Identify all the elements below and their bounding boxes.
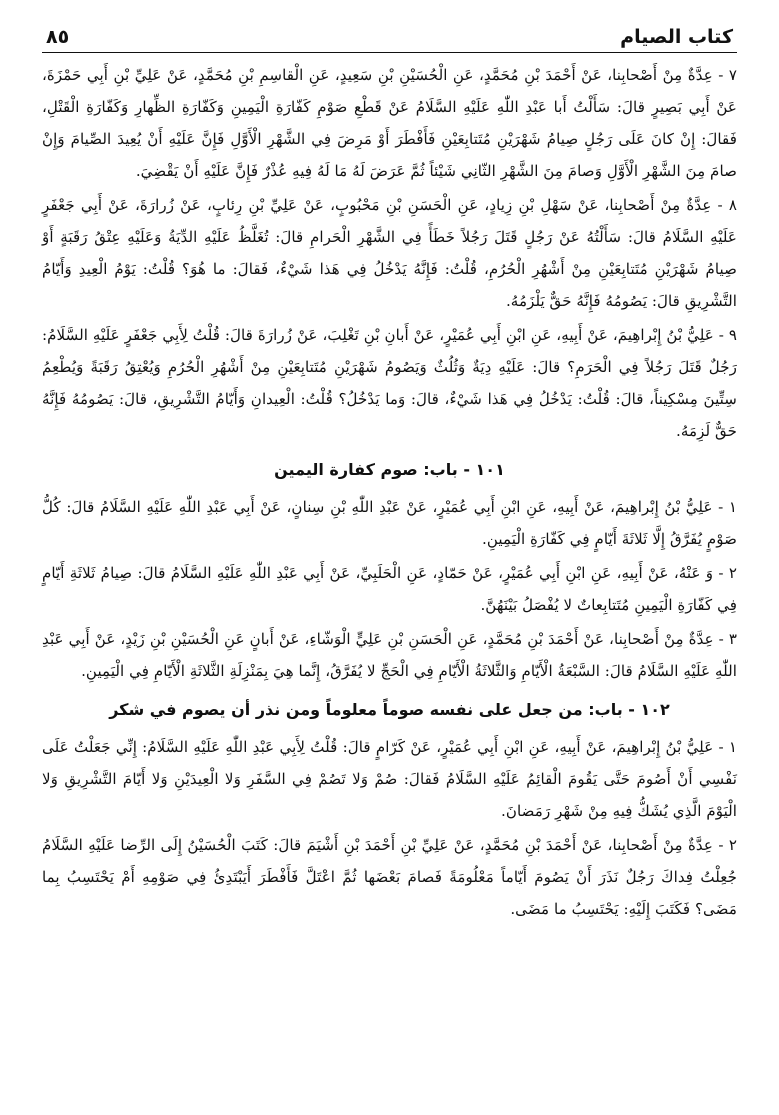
page-number: ٨٥	[46, 26, 70, 48]
page-header	[42, 26, 737, 53]
hadith-paragraph: ٨ - عِدَّةٌ مِنْ أَصْحابِنا، عَنْ سَهْلِ بْنِ زِيادٍ، عَنِ الْحَسَنِ بْنِ مَحْبُوبٍ، عَنْ عَلِيِّ بْنِ رِئابٍ، عَنْ زُرارَةَ، عَنْ أَبِي جَعْفَرٍ عَلَيْهِ السَّلَامُ قالَ: سَأَلْتُهُ عَنْ رَجُلٍ قَتَلَ رَجُلاً خَطَأً فِي الشَّهْرِ الْحَرامِ قالَ: تُغَلَّظُ عَلَيْهِ الدِّيَةُ وَعَلَيْهِ عِتْقُ رَقَبَةٍ أَوْ صِيامُ شَهْرَيْنِ مُتَتابِعَيْنِ مِنْ أَشْهُرِ الْحُرُمِ، قُلْتُ: فَإِنَّهُ يَدْخُلُ فِي هَذا شَيْءٌ، فَقالَ: ما هُوَ؟ قُلْتُ: يَوْمُ الْعِيدِ وَأَيّامُ التَّشْرِيقِ قالَ: يَصُومُهُ فَإِنَّهُ حَقٌّ يَلْزَمُهُ.	[42, 196, 737, 310]
section-heading: ١٠١ - باب: صوم كفارة اليمين	[274, 460, 505, 479]
hadith-paragraph: ٣ - عِدَّةٌ مِنْ أَصْحابِنا، عَنْ أَحْمَدَ بْنِ مُحَمَّدٍ، عَنِ الْحَسَنِ بْنِ عَلِيٍّ الْوَشّاءِ، عَنْ أَبانٍ عَنِ الْحُسَيْنِ بْنِ زَيْدٍ، عَنْ أَبِي عَبْدِ اللّٰهِ عَلَيْهِ السَّلَامُ قالَ: السَّبْعَةُ الْأَيّامِ وَالثَّلاثَةُ الْأَيّامِ فِي الْحَجِّ لا يُفَرَّقُ، إِنَّما هِيَ بِمَنْزِلَةِ الثَّلاثَةِ الْأَيّامِ فِي الْيَمِينِ.	[42, 630, 737, 680]
hadith-paragraph: ١ - عَلِيُّ بْنُ إِبْراهِيمَ، عَنْ أَبِيهِ، عَنِ ابْنِ أَبِي عُمَيْرٍ، عَنْ عَبْدِ اللّٰهِ بْنِ سِنانٍ، عَنْ أَبِي عَبْدِ اللّٰهِ عَلَيْهِ السَّلَامُ قالَ: كُلُّ صَوْمٍ يُفَرَّقُ إِلَّا ثَلاثَةَ أَيّامٍ فِي كَفّارَةِ الْيَمِينِ.	[42, 498, 737, 548]
hadith-paragraph: ٢ - عِدَّةٌ مِنْ أَصْحابِنا، عَنْ أَحْمَدَ بْنِ مُحَمَّدٍ، عَنْ عَلِيِّ بْنِ أَحْمَدَ بْنِ أَشْيَمَ قالَ: كَتَبَ الْحُسَيْنُ إِلَى الرِّضا عَلَيْهِ السَّلَامُ جُعِلْتُ فِداكَ رَجُلٌ نَذَرَ أَنْ يَصُومَ أَيّاماً مَعْلُومَةً فَصامَ بَعْضَها ثُمَّ اعْتَلَّ فَأَفْطَرَ أَيَبْتَدِئُ فِي صَوْمِهِ أَمْ يَحْتَسِبُ بِما مَضَى؟ فَكَتَبَ إِلَيْهِ: يَحْتَسِبُ ما مَضَى.	[42, 836, 737, 918]
section-heading: ١٠٢ - باب: من جعل على نفسه صوماً معلوماً ومن نذر أن يصوم في شكر	[109, 700, 670, 719]
book-title: كتاب الصيام	[620, 26, 733, 48]
page-body	[42, 59, 737, 925]
hadith-paragraph: ٧ - عِدَّةٌ مِنْ أَصْحابِنا، عَنْ أَحْمَدَ بْنِ مُحَمَّدٍ، عَنِ الْحُسَيْنِ بْنِ سَعِيدٍ، عَنِ الْقاسِمِ بْنِ مُحَمَّدٍ، عَنْ عَلِيِّ بْنِ أَبِي حَمْزَةَ، عَنْ أَبِي بَصِيرٍ قالَ: سَأَلْتُ أَبا عَبْدِ اللّٰهِ عَلَيْهِ السَّلَامُ عَنْ قَطْعِ صَوْمِ كَفّارَةِ الْيَمِينِ وَكَفّارَةِ الظِّهارِ وَكَفّارَةِ الْقَتْلِ، فَقالَ: إِنْ كانَ عَلَى رَجُلٍ صِيامُ شَهْرَيْنِ مُتَتابِعَيْنِ فَأَفْطَرَ أَوْ مَرِضَ فِي الشَّهْرِ الْأَوَّلِ فَإِنَّ عَلَيْهِ أَنْ يُعِيدَ الصِّيامَ وَإِنْ صامَ مِنَ الشَّهْرِ الْأَوَّلِ وَصامَ مِنَ الشَّهْرِ الثّانِي شَيْئاً ثُمَّ عَرَضَ لَهُ مَا لَهُ فِيهِ عُذْرٌ فَإِنَّ عَلَيْهِ أَنْ يَقْضِيَ.	[42, 66, 737, 180]
hadith-paragraph: ٩ - عَلِيُّ بْنُ إِبْراهِيمَ، عَنْ أَبِيهِ، عَنِ ابْنِ أَبِي عُمَيْرٍ، عَنْ أَبانِ بْنِ تَغْلِبَ، عَنْ زُرارَةَ قالَ: قُلْتُ لِأَبِي جَعْفَرٍ عَلَيْهِ السَّلَامُ: رَجُلٌ قَتَلَ رَجُلاً فِي الْحَرَمِ؟ قالَ: عَلَيْهِ دِيَةٌ وَثُلُثٌ وَيَصُومُ شَهْرَيْنِ مُتَتابِعَيْنِ مِنْ أَشْهُرِ الْحُرُمِ وَيُعْتِقُ رَقَبَةً وَيُطْعِمُ سِتِّينَ مِسْكِيناً، قالَ: قُلْتُ: يَدْخُلُ فِي هَذا شَيْءٌ، قالَ: وَما يَدْخُلُ؟ قُلْتُ: الْعِيدانِ وَأَيّامُ التَّشْرِيقِ، قالَ: يَصُومُهُ فَإِنَّهُ حَقٌّ لَزِمَهُ.	[42, 326, 737, 440]
hadith-paragraph: ٢ - وَ عَنْهُ، عَنْ أَبِيهِ، عَنِ ابْنِ أَبِي عُمَيْرٍ، عَنْ حَمّادٍ، عَنِ الْحَلَبِيِّ، عَنْ أَبِي عَبْدِ اللّٰهِ عَلَيْهِ السَّلَامُ قالَ: صِيامُ ثَلاثَةِ أَيّامٍ فِي كَفّارَةِ الْيَمِينِ مُتَتابِعاتٌ لا يُفْصَلُ بَيْنَهُنَّ.	[42, 564, 737, 614]
hadith-paragraph: ١ - عَلِيُّ بْنُ إِبْراهِيمَ، عَنْ أَبِيهِ، عَنِ ابْنِ أَبِي عُمَيْرٍ، عَنْ كَرّامٍ قالَ: قُلْتُ لِأَبِي عَبْدِ اللّٰهِ عَلَيْهِ السَّلَامُ: إِنِّي جَعَلْتُ عَلَى نَفْسِي أَنْ أَصُومَ حَتَّى يَقُومَ الْقائِمُ عَلَيْهِ السَّلَامُ فَقالَ: صُمْ وَلا تَصُمْ فِي السَّفَرِ وَلا الْعِيدَيْنِ وَلا أَيّامَ التَّشْرِيقِ وَلا الْيَوْمَ الَّذِي يُشَكُّ فِيهِ مِنْ شَهْرِ رَمَضانَ.	[42, 738, 737, 820]
